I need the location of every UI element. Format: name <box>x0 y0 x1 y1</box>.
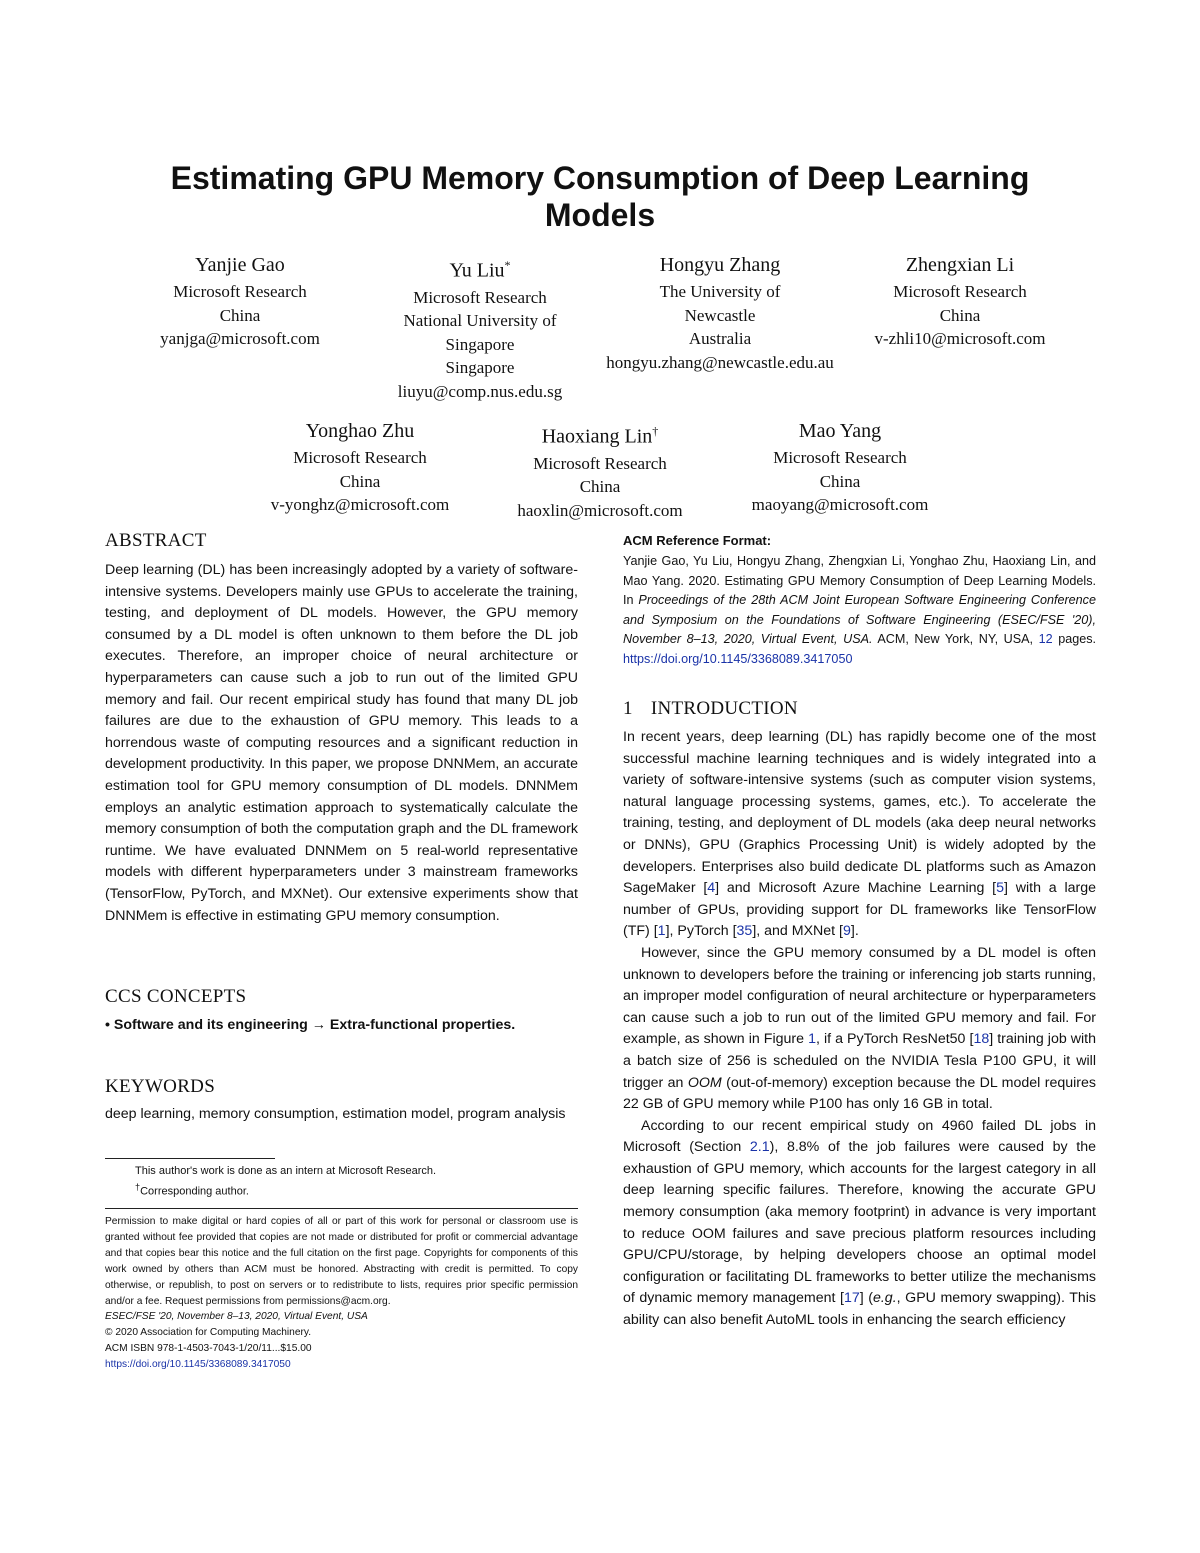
citation-link[interactable]: 17 <box>843 1290 860 1307</box>
footnote-rule <box>105 1158 275 1159</box>
intro-paragraph-1: In recent years, deep learning (DL) has rapidly become one of the most successful machine learning techniques and is widely integrated into a variety of software-intensive systems (such as computer vision systems, natural language processing systems, games, etc.). To accelerate the training, testing, and deployment of DL models (aka deep neural networks or DNNs), GPU (Graphics Processing Unit) is widely adopted by the developers. Enterprises also build dedicate DL platforms such as Amazon SageMaker [4] and Microsoft Azure Machine Learning [5] with a large number of GPUs, providing support for DL frameworks like TensorFlow (TF) [1], PyTorch [35], and MXNet [9]. <box>623 729 1096 940</box>
citation-link[interactable]: 35 <box>736 923 753 940</box>
title-line-1: Estimating GPU Memory Consumption of Deep Learning <box>170 160 1030 196</box>
citation-link[interactable]: 1 <box>657 923 666 940</box>
author-email: yanjga@microsoft.com <box>160 329 320 348</box>
author-block <box>480 418 720 522</box>
ccs-section <box>105 986 578 1037</box>
acm-reference <box>623 532 1096 670</box>
introduction-section <box>623 698 1096 1332</box>
permission-copyright: © 2020 Association for Computing Machinery. <box>105 1327 312 1339</box>
ccs-text: • Software and its engineering → Extra-functional properties. <box>105 1017 516 1033</box>
pages-count: 12 <box>1038 632 1053 647</box>
permission-text: Permission to make digital or hard copies of all or part of this work for personal or classroom use is granted without fee provided that copies are not made or distributed for profit or commercial advantage and that copies bear this notice and the full citation on the first page. Copyrights for components of this work owned by others than ACM must be honored. Abstracting with credit is permitted. To copy otherwise, or republish, to post on servers or to redistribute to lists, requires prior specific permission and/or a fee. Request permissions from permissions@acm.org. <box>105 1216 578 1307</box>
author-email: hongyu.zhang@newcastle.edu.au <box>606 352 834 372</box>
author-block <box>720 418 960 517</box>
paper-title <box>100 160 1100 234</box>
permission-doi-link[interactable]: https://doi.org/10.1145/3368089.3417050 <box>105 1359 291 1371</box>
author-country: China <box>939 305 981 325</box>
author-block <box>600 252 840 374</box>
footnote-corresponding: †Corresponding author. <box>135 1182 249 1198</box>
author-country: Australia <box>688 329 752 348</box>
author-footnote-mark: * <box>504 258 511 272</box>
acm-ref-doi-link[interactable]: https://doi.org/10.1145/3368089.3417050 <box>623 651 853 666</box>
intro-paragraph-3: According to our recent empirical study on 4960 failed DL jobs in Microsoft (Section 2.1), 8.8% of the job failures were caused by the exhaustion of GPU memory, which accounts for the largest category in all deep learning specific failures. Therefore, knowing the accurate GPU memory consumption (aka memory footprint) in advance is very important to reduce OOM failures and save precious platform resources including GPU/CPU/storage, by helping developers choose an optimal model configuration or facilitating DL frameworks to better utilize the mechanisms of dynamic memory management [17] (e.g., GPU memory swapping). This ability can also benefit AutoML tools in enhancing the search efficiency <box>623 1117 1096 1329</box>
permission-isbn: ACM ISBN 978-1-4503-7043-1/20/11...$15.00 <box>105 1343 312 1355</box>
author-email: liuyu@comp.nus.edu.sg <box>397 381 563 401</box>
author-name: Yonghao Zhu <box>305 420 415 442</box>
author-affiliation: National University of <box>403 311 557 331</box>
abstract-heading: ABSTRACT <box>105 530 207 551</box>
intro-heading: 1 INTRODUCTION <box>623 698 798 719</box>
author-country: China <box>579 477 621 497</box>
citation-link[interactable]: 9 <box>843 923 851 940</box>
footnote-intern: This author's work is done as an intern at Microsoft Research. <box>135 1165 437 1177</box>
author-name: Mao Yang <box>798 420 882 442</box>
author-email: v-yonghz@microsoft.com <box>270 495 450 514</box>
title-line-2: Models <box>544 197 656 233</box>
author-block <box>240 418 480 517</box>
permission-rule <box>105 1208 578 1209</box>
author-affiliation: Newcastle <box>684 305 756 325</box>
citation-link[interactable]: 4 <box>707 880 716 897</box>
author-country: China <box>819 471 861 491</box>
author-affiliation: Microsoft Research <box>413 287 547 307</box>
author-footnote-mark: † <box>652 424 659 438</box>
author-affiliation: Microsoft Research <box>173 282 307 301</box>
author-affiliation: Microsoft Research <box>773 448 907 467</box>
keywords-heading: KEYWORDS <box>105 1076 216 1097</box>
acm-ref-heading: ACM Reference Format: <box>623 533 772 548</box>
permission-venue: ESEC/FSE '20, November 8–13, 2020, Virtual Event, USA <box>105 1311 368 1323</box>
section-link[interactable]: 2.1 <box>749 1139 770 1156</box>
author-email: haoxlin@microsoft.com <box>517 500 683 520</box>
permission-block <box>105 1214 578 1373</box>
citation-link[interactable]: 18 <box>973 1031 990 1048</box>
intro-paragraph-2: However, since the GPU memory consumed by a DL model is often unknown to developers before the training or inferencing job starts running, an improper model configuration of neural architecture or hyperparameters can cause such a job to run out of the limited GPU memory and fail. For example, as shown in Figure 1, if a PyTorch ResNet50 [18] training job with a batch size of 256 is scheduled on the NVIDIA Tesla P100 GPU, it will trigger an OOM (out-of-memory) exception because the DL model requires 22 GB of GPU memory while P100 has only 16 GB in total. <box>623 944 1097 1113</box>
author-block <box>120 252 360 351</box>
ccs-heading: CCS CONCEPTS <box>105 986 247 1007</box>
citation-link[interactable]: 5 <box>996 880 1005 897</box>
author-affiliation: Microsoft Research <box>293 448 427 467</box>
author-country: China <box>219 305 261 325</box>
author-name: Yu Liu* <box>449 258 511 282</box>
keywords-section <box>105 1076 578 1126</box>
author-email: maoyang@microsoft.com <box>751 495 929 514</box>
abstract-text: Deep learning (DL) has been increasingly adopted by a variety of software-intensive systems. Developers mainly use GPUs to accelerate the training, testing, and deployment of DL models. However, the GPU memory consumed by a DL model is often unknown to them before the DL job executes. Therefore, an improper choice of neural architecture or hyperparameters can cause such a job to run out of the limited GPU memory and fail. Our recent empirical study has found that many DL job failures are due to the exhaustion of GPU memory. This leads to a horrendous waste of computing resources and a significant reduction in development productivity. In this paper, we propose DNNMem, an accurate estimation tool for GPU memory consumption of DL models. DNNMem employs an analytic estimation approach to systematically calculate the memory consumption of both the computation graph and the DL framework runtime. We have evaluated DNNMem on 5 real-world representative models with different hyperparameters under 3 mainstream frameworks (TensorFlow, PyTorch, and MXNet). Our extensive experiments show that DNNMem is effective in estimating GPU memory consumption. <box>105 562 578 924</box>
author-affiliation: Microsoft Research <box>893 282 1027 301</box>
author-affiliation: Microsoft Research <box>533 453 667 473</box>
keywords-text: deep learning, memory consumption, estimation model, program analysis <box>105 1106 566 1122</box>
author-country: Singapore <box>445 358 515 378</box>
figure-link[interactable]: 1 <box>808 1031 816 1048</box>
author-country: China <box>339 471 381 491</box>
author-affiliation: The University of <box>659 282 781 301</box>
author-name: Haoxiang Lin† <box>541 424 659 448</box>
section-number: 1 <box>623 698 633 719</box>
author-name: Zhengxian Li <box>905 254 1015 276</box>
author-block <box>360 252 600 403</box>
acm-ref-text: Yanjie Gao, Yu Liu, Hongyu Zhang, Zhengxian Li, Yonghao Zhu, Haoxiang Lin, and Mao Yang. 2020. Estimating GPU Memory Consumption of Deep Learning Models. In Proceedings of the 28th ACM Joint European Software Engineering Conference and Symposium on the Foundations of Software Engineering (ESEC/FSE '20), November 8–13, 2020, Virtual Event, USA. ACM, New York, NY, USA, 12 pages. https://doi.org/10.1145/3368089.3417050 <box>623 554 1097 666</box>
author-email: v-zhli10@microsoft.com <box>874 329 1046 348</box>
author-name: Yanjie Gao <box>195 254 285 276</box>
author-affiliation: Singapore <box>445 334 515 354</box>
abstract-section <box>105 530 578 927</box>
author-block <box>840 252 1080 351</box>
footnotes <box>105 1163 578 1200</box>
author-name: Hongyu Zhang <box>659 254 781 276</box>
